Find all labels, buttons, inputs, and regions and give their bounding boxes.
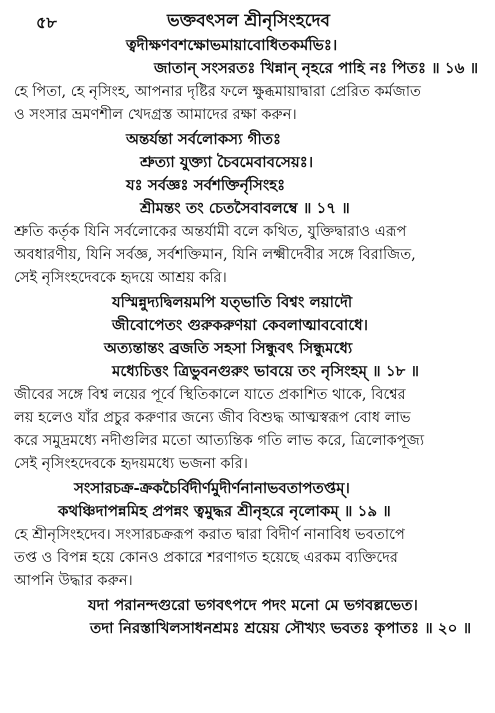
verse-18: [14, 291, 483, 383]
verse-line: যঃ সর্বজ্ঞঃ সর্বশক্তির্নৃসিংহঃ: [126, 176, 286, 194]
verse-line: মধ্যেচিত্তং ত্রিভুবনগুরুং ভাবয়ে তং নৃসিংহম্ ॥ ১৮ ॥: [112, 362, 420, 380]
prose-line: সেই নৃসিংহদেবকে হৃদয়মধ্যে ভজনা করি।: [14, 455, 248, 472]
prose-line: করে সমুদ্রমধ্যে নদীগুলির মতো আত্যন্তিক গতি লাভ করে, ত্রিলোকপূজ্য: [14, 432, 425, 449]
verse-line: সংসারচক্র-ক্রকচৈর্বিদীর্ণমুদীর্ণনানাভবতাপতপ্তম্।: [74, 479, 350, 497]
verse-line: শ্রুত্যা যুক্ত্যা চৈবমেবাবসেয়ঃ।: [140, 153, 314, 171]
verse-17: [14, 128, 483, 220]
running-title: ভক্তবৎসল শ্রীনৃসিংহদেব: [167, 11, 330, 31]
translation-17: [14, 220, 483, 289]
prose-line: লয় হলেও যাঁর প্রচুর করুণার জন্যে জীব বিশুদ্ধ আত্মস্বরূপ বোধ লাভ: [14, 409, 411, 426]
prose-line: হে শ্রীনৃসিংহদেব। সংসারচক্ররূপ করাত দ্বারা বিদীর্ণ নানাবিধ ভবতাপে: [14, 526, 405, 543]
prose-line: ও সংসার ভ্রমণশীল খেদগ্রস্ত আমাদের রক্ষা করুন।: [14, 106, 297, 123]
prose-line: অবধারণীয়, যিনি সর্বজ্ঞ, সর্বশক্তিমান, যিনি লক্ষ্মীদেবীর সঙ্গে বিরাজিত,: [14, 246, 416, 263]
verse-line: যদা পরানন্দগুরো ভগবৎপদে পদং মনো মে ভগবল্লভেত।: [88, 596, 418, 614]
prose-line: হে পিতা, হে নৃসিংহ, আপনার দৃষ্টির ফলে ক্ষুব্ধমায়াদ্বারা প্রেরিত কর্মজাত: [14, 83, 422, 100]
verse-20: [14, 594, 483, 640]
prose-line: জীবের সঙ্গে বিশ্ব লয়ের পূর্বে স্থিতিকালে যাতে প্রকাশিত থাকে, বিশ্বের: [14, 386, 406, 403]
prose-line: তপ্ত ও বিপন্ন হয়ে কোনও প্রকারে শরণাগত হয়েছে এরকম ব্যক্তিদের: [14, 549, 398, 566]
translation-19: [14, 523, 483, 592]
verse-19: [14, 477, 483, 523]
prose-line: শ্রুতি কর্তৃক যিনি সর্বলোকের অন্তর্যামী বলে কথিত, যুক্তিদ্বারাও এরূপ: [14, 223, 407, 240]
verse-line: শ্রীমন্তং তং চেতসৈবাবলম্বে ॥ ১৭ ॥: [140, 199, 350, 217]
prose-line: আপনি উদ্ধার করুন।: [14, 572, 133, 589]
page-header: [14, 6, 483, 34]
verse-line: জীবোপেতং গুরুকরুণয়া কেবলাত্মাববোধে।: [112, 316, 369, 334]
verse-line: কথঞ্চিদাপন্নমিহ প্রপন্নং ত্বমুদ্ধর শ্রীনৃহরে নৃলোকম্ ॥ ১৯ ॥: [58, 502, 391, 520]
verse-line: অন্তর্যন্তা সর্বলোকস্য গীতঃ: [126, 130, 282, 148]
translation-16: [14, 80, 483, 126]
prose-line: সেই নৃসিংহদেবকে হৃদয়ে আশ্রয় করি।: [14, 269, 227, 286]
verse-line: জাতান্ সংসরতঃ খিন্নান্ নৃহরে পাহি নঃ পিতঃ ॥ ১৬ ॥: [154, 59, 479, 77]
translation-18: [14, 383, 483, 475]
verse-16: [14, 34, 483, 80]
verse-line: যস্মিন্নুদ্যদ্বিলয়মপি যত্ভাতি বিশ্বং লয়াদৌ: [112, 293, 353, 311]
verse-line: ত্বদীক্ষণবশক্ষোভমায়াবোধিতকর্মভিঃ।: [126, 36, 338, 54]
verse-line: অত্যন্তান্তং ব্রজতি সহসা সিন্ধুবৎ সিন্ধুমধ্যে: [104, 339, 353, 357]
verse-line: তদা নিরস্তাখিলসাধনশ্রমঃ শ্রয়েয় সৌখ্যং ভবতঃ কৃপাতঃ ॥ ২০ ॥: [90, 619, 472, 637]
page-number: ৫৮: [36, 13, 57, 32]
